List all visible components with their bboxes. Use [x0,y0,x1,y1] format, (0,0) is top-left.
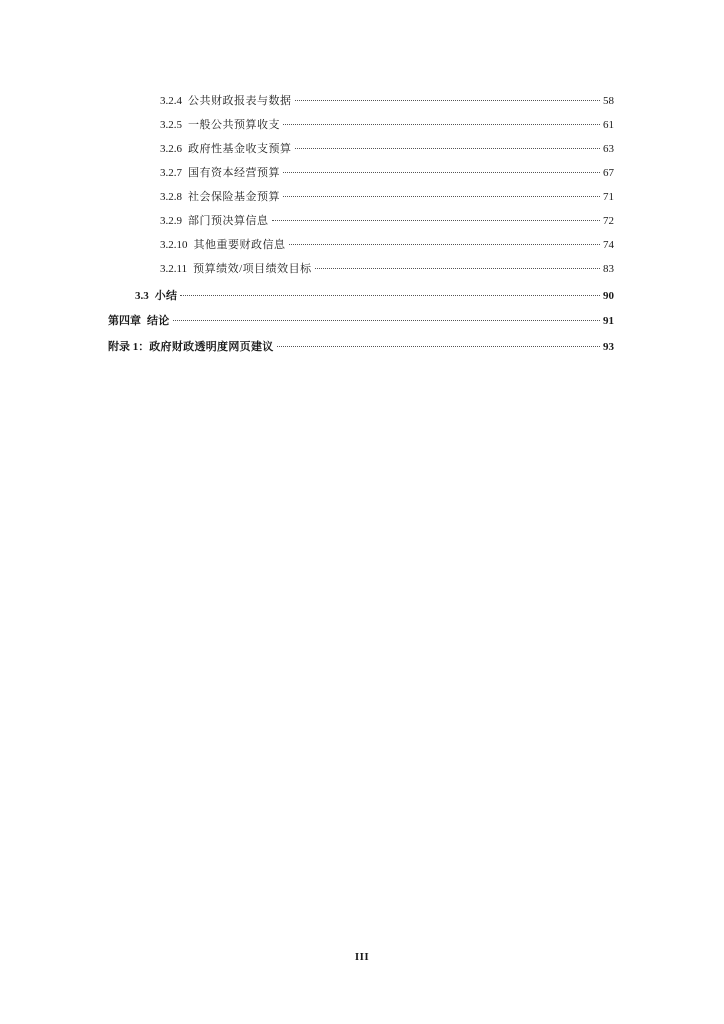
toc-entry-title: 部门预决算信息 [188,215,269,227]
toc-dot-leader [295,148,601,149]
toc-entry-page: 90 [603,290,614,302]
toc-entry-title: 政府财政透明度网页建议 [149,341,274,353]
toc-entry-title: 其他重要财政信息 [193,239,286,251]
toc-dot-leader [283,196,600,197]
toc-entry-title: 公共财政报表与数据 [188,95,292,107]
toc-entry-3-2-6[interactable] [160,139,614,159]
toc-entry-3-2-7[interactable] [160,163,614,183]
toc-entry-number: 3.2.11 [160,263,188,275]
toc-dot-leader [283,124,600,125]
toc-dot-leader [295,100,601,101]
toc-entry-number: 3.2.7 [160,167,182,179]
toc-entry-page: 93 [603,341,614,353]
toc-entry-page: 61 [603,119,614,131]
toc-entry-3-2-9[interactable] [160,211,614,231]
toc-entry-number: 附录 1： [108,341,150,353]
toc-entry-3-2-10[interactable] [160,235,614,255]
toc-entry-appendix-1[interactable] [108,337,614,357]
toc-entry-page: 72 [603,215,614,227]
toc-entry-page: 74 [603,239,614,251]
toc-entry-number: 3.2.4 [160,95,182,107]
toc-entry-title: 结论 [147,315,170,327]
toc-entry-number: 第四章 [108,315,141,327]
toc-dot-leader [315,268,600,269]
toc-entry-page: 67 [603,167,614,179]
toc-entry-page: 58 [603,95,614,107]
toc-entry-title: 社会保险基金预算 [188,191,280,203]
toc-dot-leader [277,346,600,347]
toc-entry-number: 3.2.5 [160,119,182,131]
toc-entry-number: 3.2.10 [160,239,188,251]
toc-entry-number: 3.2.6 [160,143,182,155]
toc-entry-title: 小结 [154,290,178,302]
toc-entry-title: 一般公共预算收支 [188,119,280,131]
toc-entry-3-2-8[interactable] [160,187,614,207]
toc-dot-leader [272,220,601,221]
toc-entry-title: 预算绩效/项目绩效目标 [193,263,312,275]
toc-entry-3-3[interactable] [135,286,614,306]
toc-dot-leader [289,244,601,245]
toc-entry-number: 3.3 [135,290,149,302]
toc-entry-3-2-11[interactable] [160,259,614,279]
toc-dot-leader [283,172,600,173]
toc-entry-page: 63 [603,143,614,155]
toc-entry-3-2-4[interactable] [160,91,614,111]
toc-entry-page: 91 [603,315,614,327]
toc-entry-title: 国有资本经营预算 [188,167,280,179]
toc-entry-page: 71 [603,191,614,203]
toc-entry-3-2-5[interactable] [160,115,614,135]
page-number: III [354,951,370,963]
toc-dot-leader [180,295,600,296]
toc-entry-title: 政府性基金收支预算 [188,143,292,155]
toc-entry-number: 3.2.8 [160,191,182,203]
toc-entry-chapter-4[interactable] [108,311,614,331]
toc-entry-page: 83 [603,263,614,275]
toc-entry-number: 3.2.9 [160,215,182,227]
toc-dot-leader [173,320,600,321]
